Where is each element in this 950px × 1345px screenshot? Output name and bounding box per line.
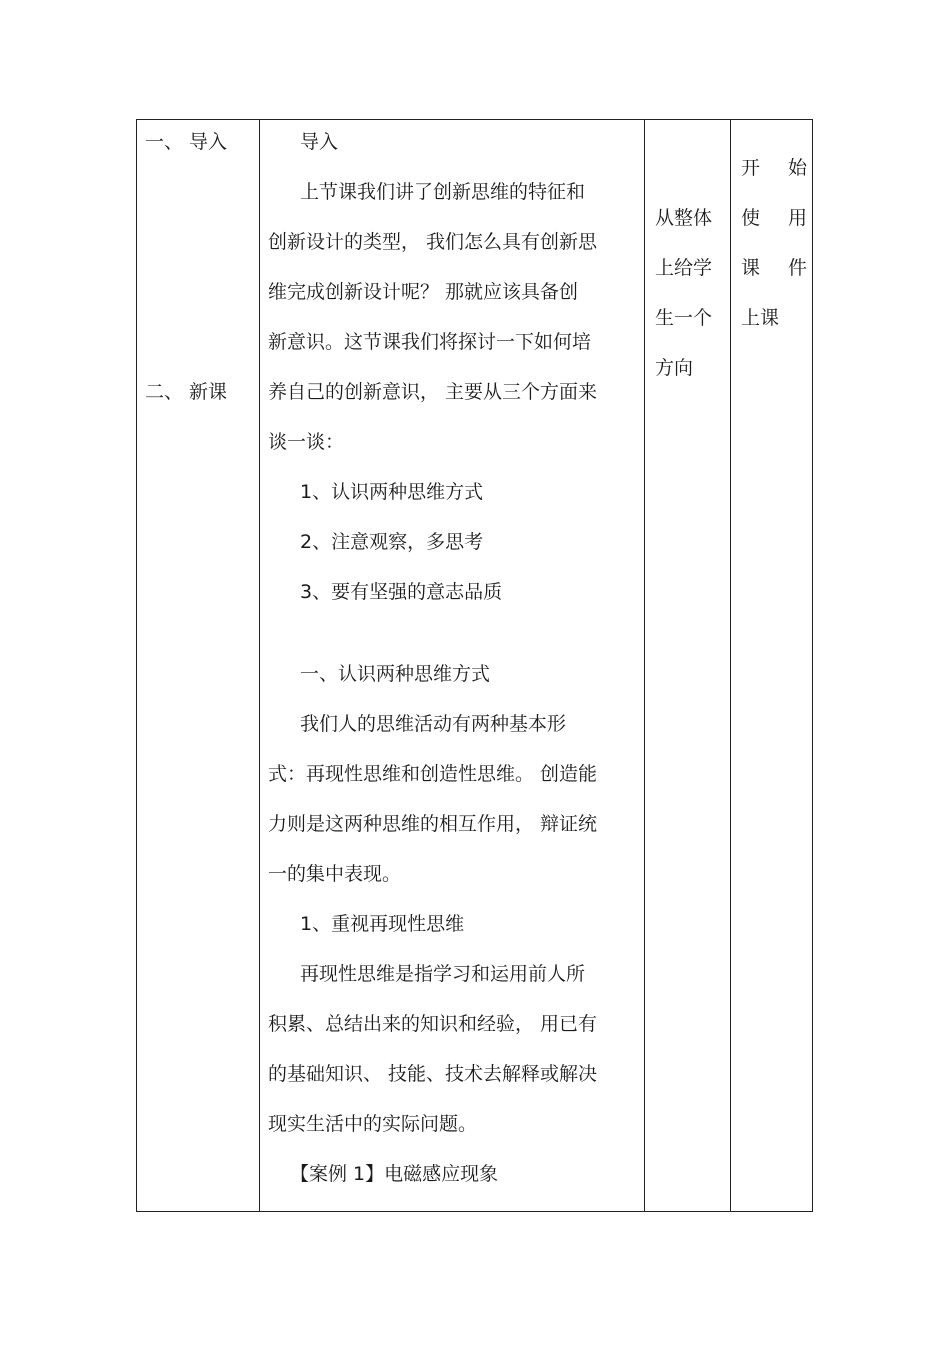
intent-line: 上给学 [655, 257, 713, 279]
intent-line: 方向 [655, 357, 694, 379]
content-line: 养自己的创新意识， 主要从三个方面来 [268, 381, 598, 403]
content-line: 导入 [300, 131, 339, 153]
remark-char: 使 [741, 207, 761, 229]
section-heading: 一、认识两种思维方式 [300, 663, 491, 685]
content-line: 维完成创新设计呢？ 那就应该具备创 [268, 281, 579, 303]
content-list-item: 1、认识两种思维方式 [300, 481, 484, 503]
content-list-item: 2、注意观察，多思考 [300, 531, 484, 553]
remarks-column [731, 120, 814, 1211]
remark-char: 开 [741, 157, 761, 179]
content-line: 积累、总结出来的知识和经验， 用已有 [268, 1013, 598, 1035]
intent-line: 从整体 [655, 207, 713, 229]
content-line: 力则是这两种思维的相互作用， 辩证统 [268, 813, 598, 835]
remark-line [741, 306, 807, 330]
stage-label-intro: 一、 导入 [145, 131, 228, 153]
intent-column [645, 120, 731, 1211]
lesson-plan-table [136, 119, 813, 1212]
content-line: 新意识。这节课我们将探讨一下如何培 [268, 331, 592, 353]
content-line: 式：再现性思维和创造性思维。 创造能 [268, 763, 598, 785]
content-line: 一的集中表现。 [268, 863, 402, 885]
remark-line [741, 156, 807, 180]
content-line: 的基础知识、 技能、技术去解释或解决 [268, 1063, 598, 1085]
content-line: 我们人的思维活动有两种基本形 [300, 713, 567, 735]
content-line: 创新设计的类型， 我们怎么具有创新思 [268, 231, 598, 253]
remark-char: 课 [741, 257, 761, 279]
content-line: 现实生活中的实际问题。 [268, 1113, 478, 1135]
content-line: 上节课我们讲了创新思维的特征和 [300, 181, 586, 203]
content-list-item: 3、要有坚强的意志品质 [300, 581, 503, 603]
content-column [260, 120, 645, 1211]
remark-line [741, 256, 807, 280]
remark-char: 上课 [741, 307, 780, 329]
stage-label-new-lesson: 二、 新课 [145, 381, 228, 403]
case-heading: 【案例 1】电磁感应现象 [290, 1163, 499, 1185]
intent-line: 生一个 [655, 307, 713, 329]
content-line: 再现性思维是指学习和运用前人所 [300, 963, 586, 985]
stage-column [137, 120, 260, 1211]
subsection-heading: 1、重视再现性思维 [300, 913, 465, 935]
remark-char: 用 [787, 207, 807, 229]
remark-line [741, 206, 807, 230]
remark-char: 始 [787, 157, 807, 179]
content-line: 谈一谈： [268, 431, 345, 453]
remark-char: 件 [787, 257, 807, 279]
